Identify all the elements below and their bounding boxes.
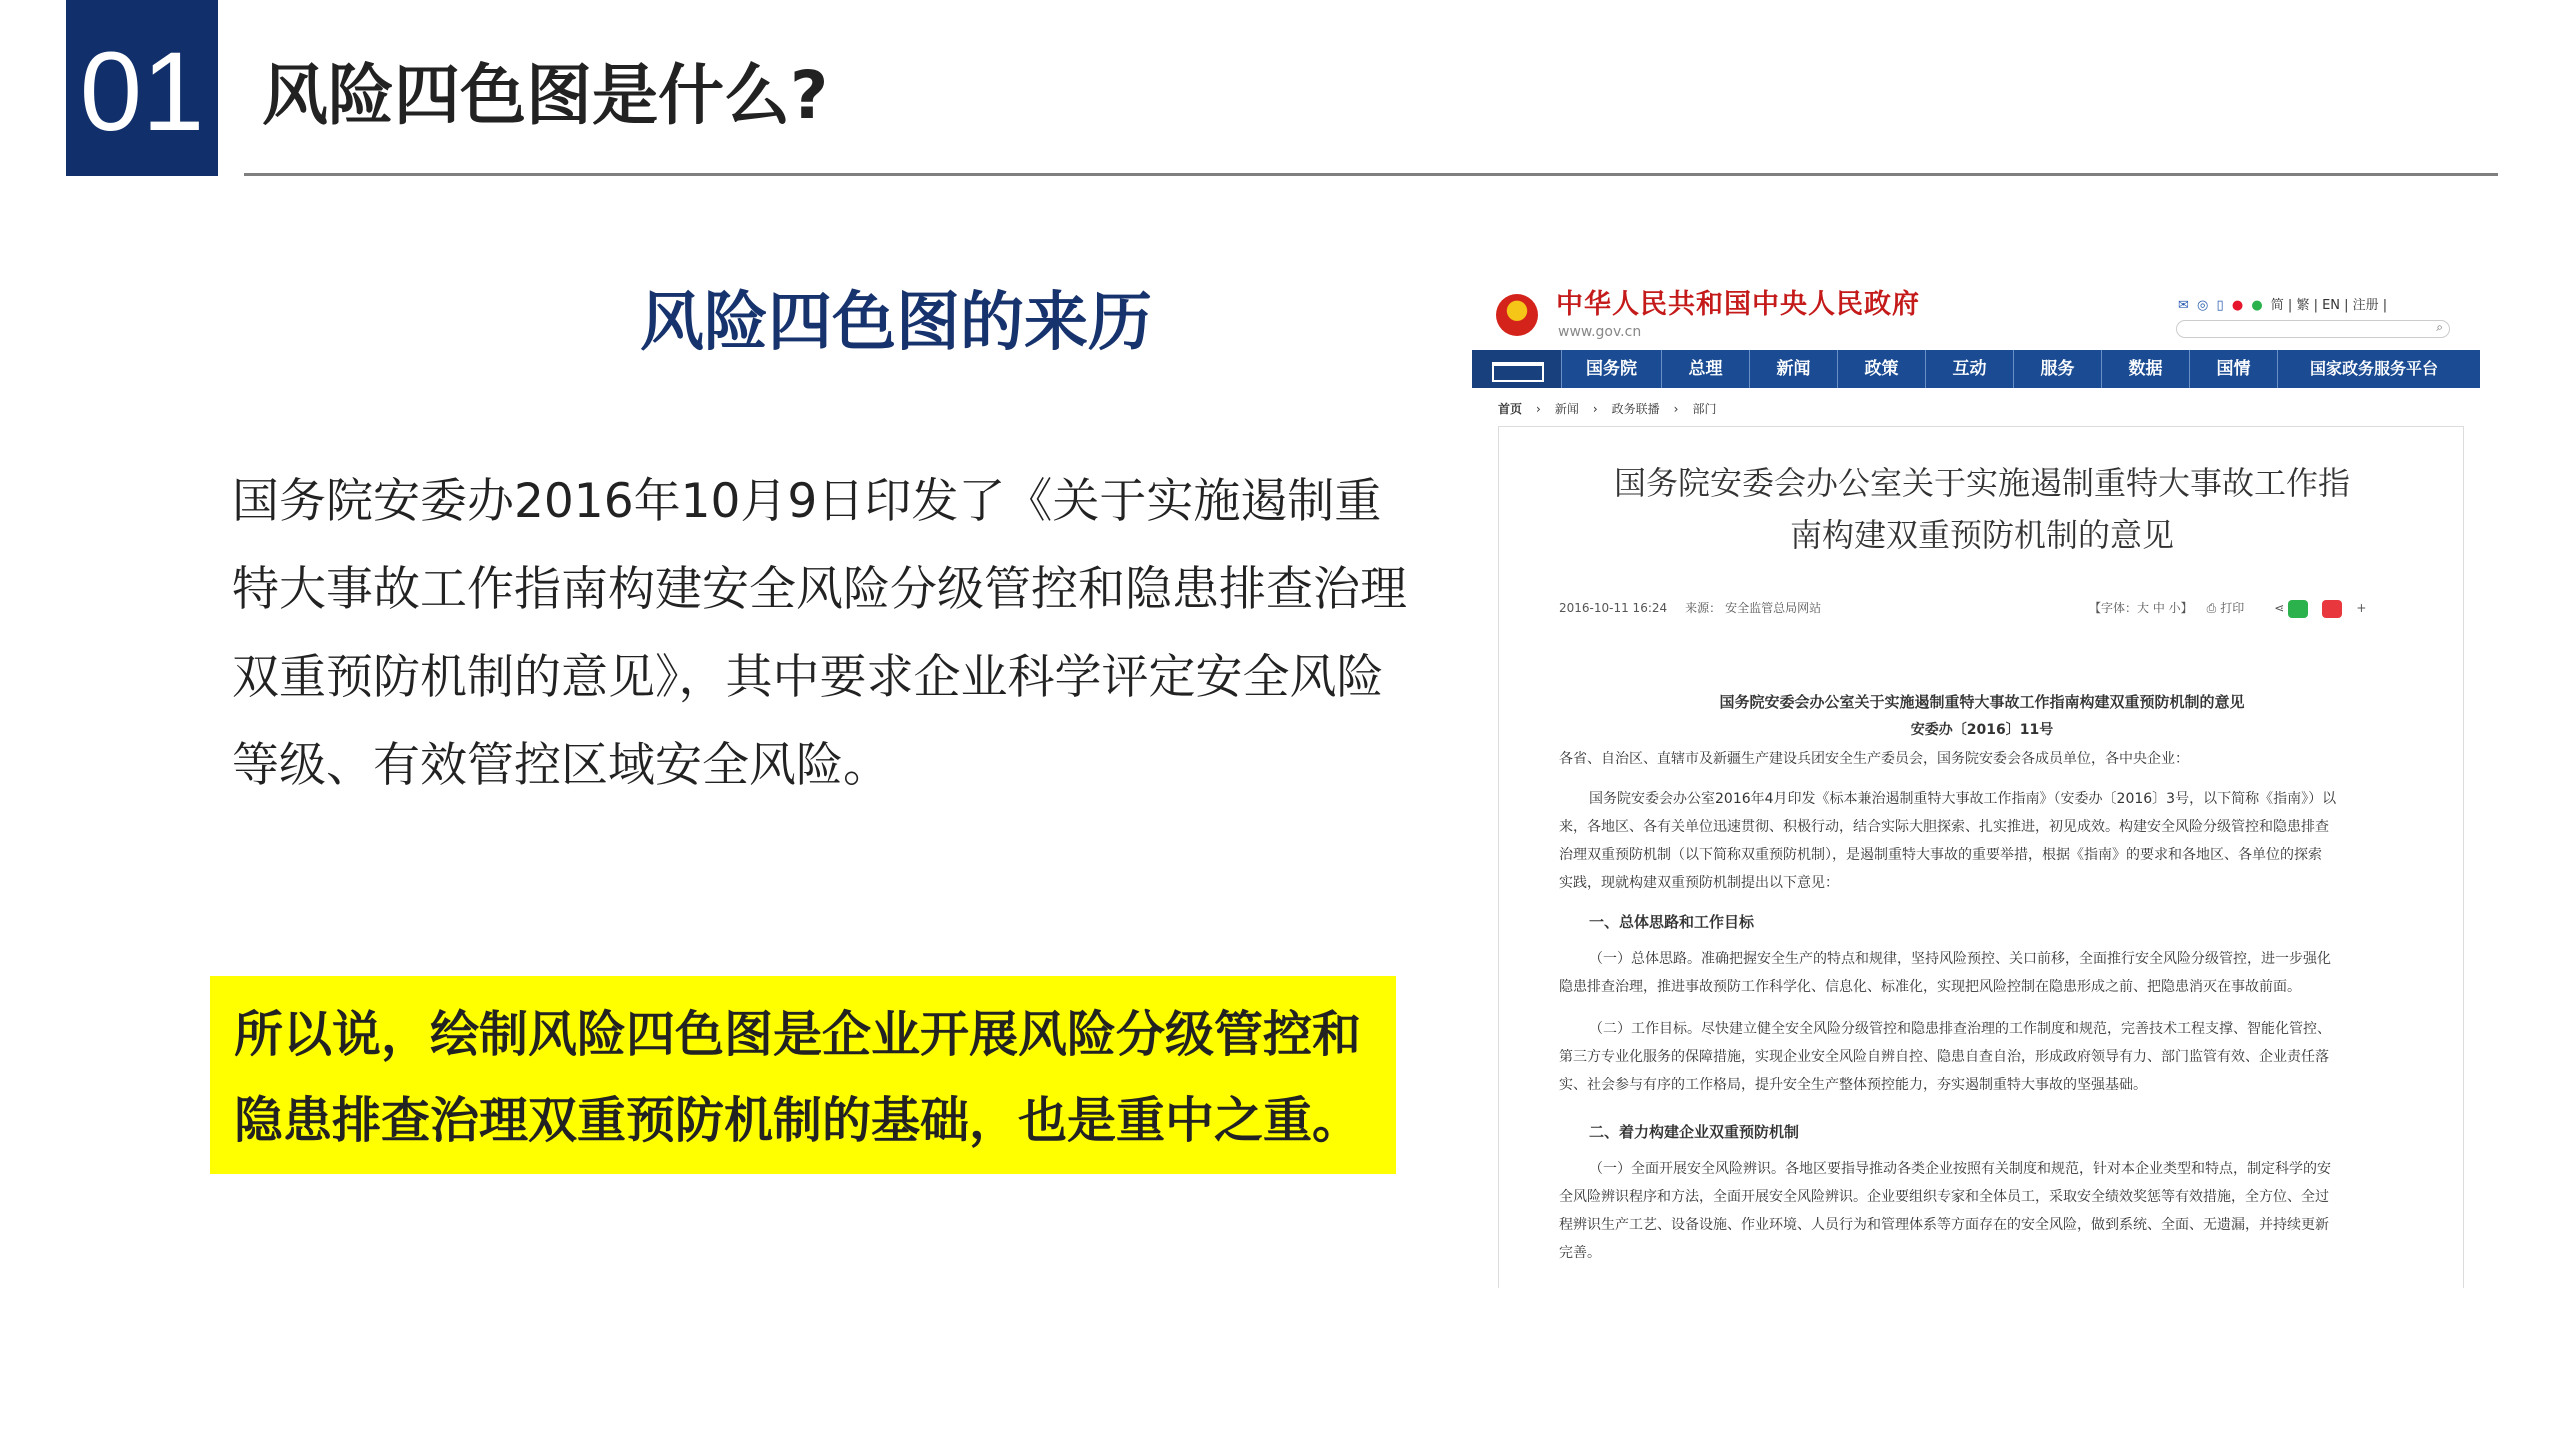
print-link: 打印	[2220, 601, 2245, 615]
para-line: 实、社会参与有序的工作格局，提升安全生产整体预控能力，夯实遏制重特大事故的坚强基础。	[1559, 1077, 2147, 1093]
para-line: 实践，现就构建双重预防机制提出以下意见：	[1559, 875, 1839, 891]
para-line: 程辨识生产工艺、设备设施、作业环境、人员行为和管理体系等方面存在的安全风险，做到系统、全面、无遗漏，并持续更新	[1559, 1217, 2329, 1233]
section-number-box	[66, 0, 218, 176]
para-line: （一）全面开展安全风险辨识。各地区要指导推动各类企业按照有关制度和规范，针对本企业类型和特点，制定科学的安	[1589, 1161, 2331, 1177]
nav-item: 政策	[1838, 350, 1926, 388]
title-divider	[244, 173, 2498, 176]
nav-item: 新闻	[1750, 350, 1838, 388]
nav-item: 国家政务服务平台	[2309, 359, 2438, 378]
salutation: 各省、自治区、直辖市及新疆生产建设兵团安全生产委员会，国务院安委会各成员单位，各中央企业：	[1559, 751, 2189, 767]
rss-icon: ◎	[2197, 298, 2209, 313]
paragraph	[1559, 1015, 2409, 1099]
top-links: 简 | 繁 | EN | 注册 |	[2270, 298, 2388, 313]
article-panel	[1498, 426, 2464, 1288]
search-input	[2176, 320, 2450, 338]
doc-number: 安委办〔2016〕11号	[1910, 722, 2054, 738]
body-line: 特大事故工作指南构建安全风险分级管控和隐患排查治理	[232, 562, 1407, 617]
highlight-line: 隐患排查治理双重预防机制的基础，也是重中之重。	[234, 1092, 1362, 1149]
plus-icon: +	[2356, 601, 2367, 615]
national-emblem-icon	[1496, 294, 1538, 336]
wechat-share-icon	[2288, 600, 2308, 618]
site-navbar	[1472, 350, 2480, 388]
article-date: 2016-10-11 16:24	[1559, 601, 1668, 615]
mobile-icon: ▯	[2216, 298, 2224, 313]
article-meta	[1559, 599, 1839, 616]
article-title	[1499, 457, 2465, 561]
breadcrumb-item: 首页	[1498, 402, 1523, 416]
article-source: 安全监管总局网站	[1725, 601, 1822, 615]
nav-item: 数据	[2102, 350, 2190, 388]
section-number: 01	[79, 29, 205, 154]
share-icon: ⋖	[2274, 601, 2285, 615]
search-icon: ⌕	[2436, 320, 2443, 334]
nav-item: 服务	[2014, 350, 2102, 388]
para-line: 完善。	[1559, 1245, 1601, 1261]
article-tools	[2089, 599, 2380, 618]
para-line: 治理双重预防机制（以下简称双重预防机制），是遏制重特大事故的重要举措，根据《指南》的要求和各地区、各单位的探索	[1559, 847, 2322, 863]
article-title-line: 国务院安委会办公室关于实施遏制重特大事故工作指	[1613, 464, 2350, 502]
paragraph	[1559, 1155, 2409, 1267]
body-line: 双重预防机制的意见》，其中要求企业科学评定安全风险	[232, 650, 1384, 705]
breadcrumb-separator: ›	[1592, 402, 1598, 416]
site-url: www.gov.cn	[1558, 324, 1642, 340]
wechat-icon: ●	[2251, 298, 2263, 313]
para-line: （一）总体思路。准确把握安全生产的特点和规律，坚持风险预控、关口前移，全面推行安全风险分级管控，进一步强化	[1589, 951, 2331, 967]
article-title-line: 南构建双重预防机制的意见	[1789, 516, 2174, 554]
nav-home-icon	[1472, 350, 1562, 388]
para-line: 隐患排查治理，推进事故预防工作科学化、信息化、标准化，实现把风险控制在隐患形成之前、把隐患消灭在事故前面。	[1559, 979, 2301, 995]
section-heading: 一、总体思路和工作目标	[1589, 913, 1755, 931]
para-line: 国务院安委会办公室2016年4月印发《标本兼治遏制重特大事故工作指南》（安委办〔2016〕3号，以下简称《指南》）以	[1589, 791, 2337, 807]
body-paragraph	[232, 458, 1472, 810]
para-line: 来，各地区、各有关单位迅速贯彻、积极行动，结合实际大胆探索、扎实推进，初见成效。构建安全风险分级管控和隐患排查	[1559, 819, 2329, 835]
slide-title: 风险四色图是什么?	[262, 57, 829, 134]
section-heading: 二、着力构建企业双重预防机制	[1589, 1123, 1800, 1141]
font-size-control: 【字体：大 中 小】	[2089, 601, 2193, 615]
top-toolbar	[2178, 294, 2387, 313]
source-label: 来源：	[1685, 601, 1722, 615]
doc-title: 国务院安委会办公室关于实施遏制重特大事故工作指南构建双重预防机制的意见	[1719, 693, 2245, 711]
para-line: 第三方专业化服务的保障措施，实现企业安全风险自辨自控、隐患自查自治，形成政府领导有力、部门监管有效、企业责任落	[1559, 1049, 2329, 1065]
subtitle: 风险四色图的来历	[640, 286, 1152, 360]
weibo-icon: ●	[2231, 298, 2244, 313]
breadcrumb	[1498, 400, 1731, 417]
gov-webpage-screenshot	[1472, 276, 2480, 1288]
nav-item: 国务院	[1562, 350, 1662, 388]
para-line: （二）工作目标。尽快建立健全安全风险分级管控和隐患排查治理的工作制度和规范，完善技术工程支撑、智能化管控、	[1589, 1021, 2331, 1037]
conclusion-highlight	[210, 976, 1396, 1174]
body-line: 等级、有效管控区域安全风险。	[232, 738, 890, 793]
nav-item: 互动	[1926, 350, 2014, 388]
breadcrumb-item: 部门	[1692, 402, 1717, 416]
breadcrumb-separator: ›	[1536, 402, 1541, 416]
weibo-share-icon	[2322, 600, 2342, 618]
site-name: 中华人民共和国中央人民政府	[1556, 289, 1920, 320]
paragraph	[1559, 945, 2409, 1001]
nav-item: 国情	[2190, 350, 2278, 388]
intro-paragraph	[1559, 785, 2409, 897]
breadcrumb-separator: ›	[1673, 402, 1679, 416]
body-line: 国务院安委办2016年10月9日印发了《关于实施遏制重	[232, 474, 1382, 529]
mail-icon: ✉	[2178, 298, 2189, 313]
breadcrumb-item: 政务联播	[1611, 402, 1660, 416]
highlight-line: 所以说，绘制风险四色图是企业开展风险分级管控和	[234, 1006, 1362, 1063]
breadcrumb-item: 新闻	[1554, 402, 1579, 416]
print-icon: ⎙	[2206, 601, 2217, 615]
nav-item: 总理	[1662, 350, 1750, 388]
para-line: 全风险辨识程序和方法，全面开展安全风险辨识。企业要组织专家和全体员工，采取安全绩效奖惩等有效措施，全方位、全过	[1559, 1189, 2329, 1205]
